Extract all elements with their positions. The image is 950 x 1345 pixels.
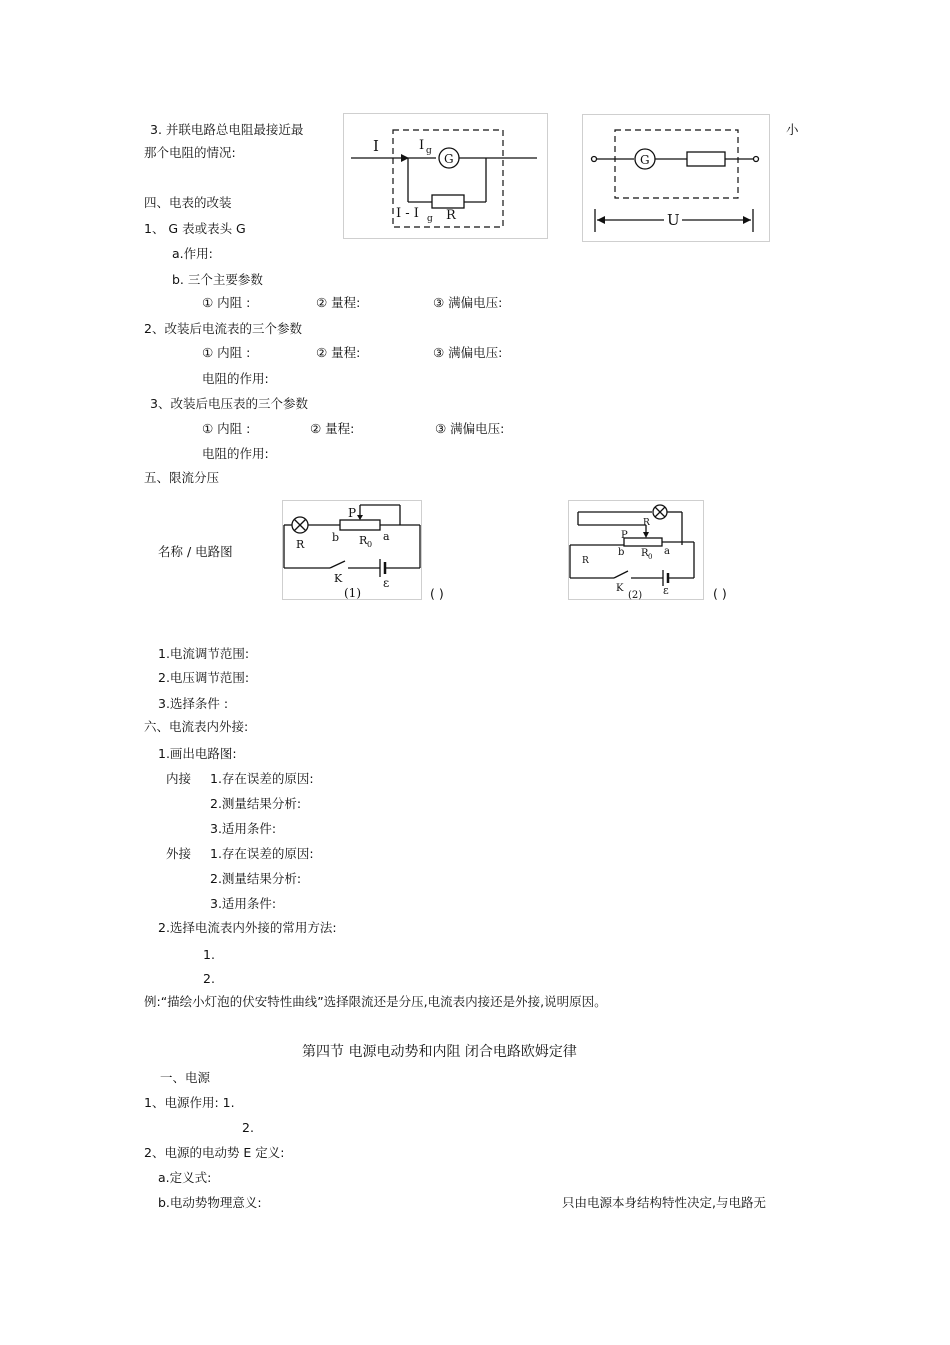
label-current: I	[373, 137, 379, 155]
param-item: ③ 满偏电压:	[435, 421, 505, 436]
label-r0-sub: 0	[367, 540, 373, 549]
text-line: 3.选择条件 :	[158, 696, 229, 711]
label-ig-sub: g	[426, 146, 432, 156]
label-shunt-current: I - I	[396, 206, 419, 221]
text-line: 2.	[203, 971, 215, 986]
label-emf: ε	[663, 584, 669, 597]
galvanometer-label: G	[444, 152, 454, 166]
label-lamp-r: R	[643, 518, 650, 528]
label-b: b	[332, 531, 340, 544]
text-line: 3、改装后电压表的三个参数	[150, 396, 308, 411]
label-resistor: R	[446, 208, 456, 223]
param-item: ① 内阻 :	[202, 421, 251, 436]
voltage-divider-circuit	[568, 500, 704, 600]
text-line: 2、改装后电流表的三个参数	[144, 321, 302, 336]
answer-blank: ( )	[430, 586, 444, 601]
label-ig: I	[419, 138, 425, 153]
label-inner: 内接	[166, 771, 192, 786]
param-item: ② 量程:	[316, 345, 361, 360]
label-slider-p: P	[348, 506, 357, 520]
label-a: a	[383, 530, 390, 543]
text-line: a.定义式:	[158, 1170, 212, 1185]
answer-blank: ( )	[713, 586, 727, 601]
label-slider-p: P	[621, 530, 628, 541]
text-line: 只由电源本身结构特性决定,与电路无	[562, 1195, 766, 1210]
label-r0: R	[641, 548, 649, 559]
label-voltage: U	[667, 211, 680, 229]
section-heading: 五、限流分压	[144, 470, 220, 485]
label-outer: 外接	[166, 846, 192, 861]
section-heading: 一、电源	[160, 1070, 211, 1085]
text-line: a.作用:	[172, 246, 213, 261]
current-limiting-circuit	[282, 500, 422, 600]
text-line: 那个电阻的情况:	[144, 145, 236, 160]
text-line: 1、电源作用: 1.	[144, 1095, 235, 1110]
text-line: 名称 / 电路图	[158, 544, 233, 559]
caption-circuit-2: (2)	[628, 590, 643, 601]
galvanometer-label: G	[640, 153, 650, 167]
label-r0: R	[359, 534, 368, 547]
text-line: 2.测量结果分析:	[210, 871, 302, 886]
text-line: 1.电流调节范围:	[158, 646, 250, 661]
label-r-side: R	[582, 556, 589, 566]
param-item: ③ 满偏电压:	[433, 295, 503, 310]
ammeter-conversion-figure	[343, 113, 548, 239]
label-emf: ε	[383, 576, 390, 590]
section-title: 第四节 电源电动势和内阻 闭合电路欧姆定律	[302, 1044, 577, 1060]
text-line: 3.适用条件:	[210, 821, 277, 836]
label-a: a	[664, 546, 670, 557]
text-line: 2、电源的电动势 E 定义:	[144, 1145, 285, 1160]
text-line: 3. 并联电路总电阻最接近最	[150, 122, 304, 137]
text-line: 2.测量结果分析:	[210, 796, 302, 811]
text-line: 2.	[242, 1120, 254, 1135]
label-switch-k: K	[616, 583, 624, 594]
text-line: b.电动势物理意义:	[158, 1195, 262, 1210]
text-line: 1.存在误差的原因:	[210, 846, 314, 861]
label-lamp-r: R	[296, 538, 305, 551]
section-heading: 四、电表的改装	[144, 195, 232, 210]
param-item: ③ 满偏电压:	[433, 345, 503, 360]
text-line: 2.选择电流表内外接的常用方法:	[158, 920, 337, 935]
text-line: 电阻的作用:	[202, 371, 269, 386]
example-line: 例:“描绘小灯泡的伏安特性曲线”选择限流还是分压,电流表内接还是外接,说明原因。	[144, 994, 607, 1009]
caption-circuit-1: (1)	[344, 586, 361, 600]
param-item: ② 量程:	[316, 295, 361, 310]
section-heading: 六、电流表内外接:	[144, 719, 249, 734]
text-line: 1.存在误差的原因:	[210, 771, 314, 786]
text-line: 电阻的作用:	[202, 446, 269, 461]
label-switch-k: K	[334, 572, 343, 585]
text-line: 1、 G 表或表头 G	[144, 221, 246, 236]
label-b: b	[618, 547, 625, 558]
text-line: 3.适用条件:	[210, 896, 277, 911]
text-line: 1.画出电路图:	[158, 746, 237, 761]
label-r0-sub: 0	[648, 553, 653, 561]
param-item: ① 内阻 :	[202, 345, 251, 360]
text-line: 小	[786, 122, 799, 137]
label-shunt-sub: g	[427, 214, 433, 224]
param-item: ① 内阻 :	[202, 295, 251, 310]
text-line: 1.	[203, 947, 215, 962]
voltmeter-conversion-figure	[582, 114, 770, 242]
text-line: 2.电压调节范围:	[158, 670, 250, 685]
text-line: b. 三个主要参数	[172, 272, 263, 287]
param-item: ② 量程:	[310, 421, 355, 436]
